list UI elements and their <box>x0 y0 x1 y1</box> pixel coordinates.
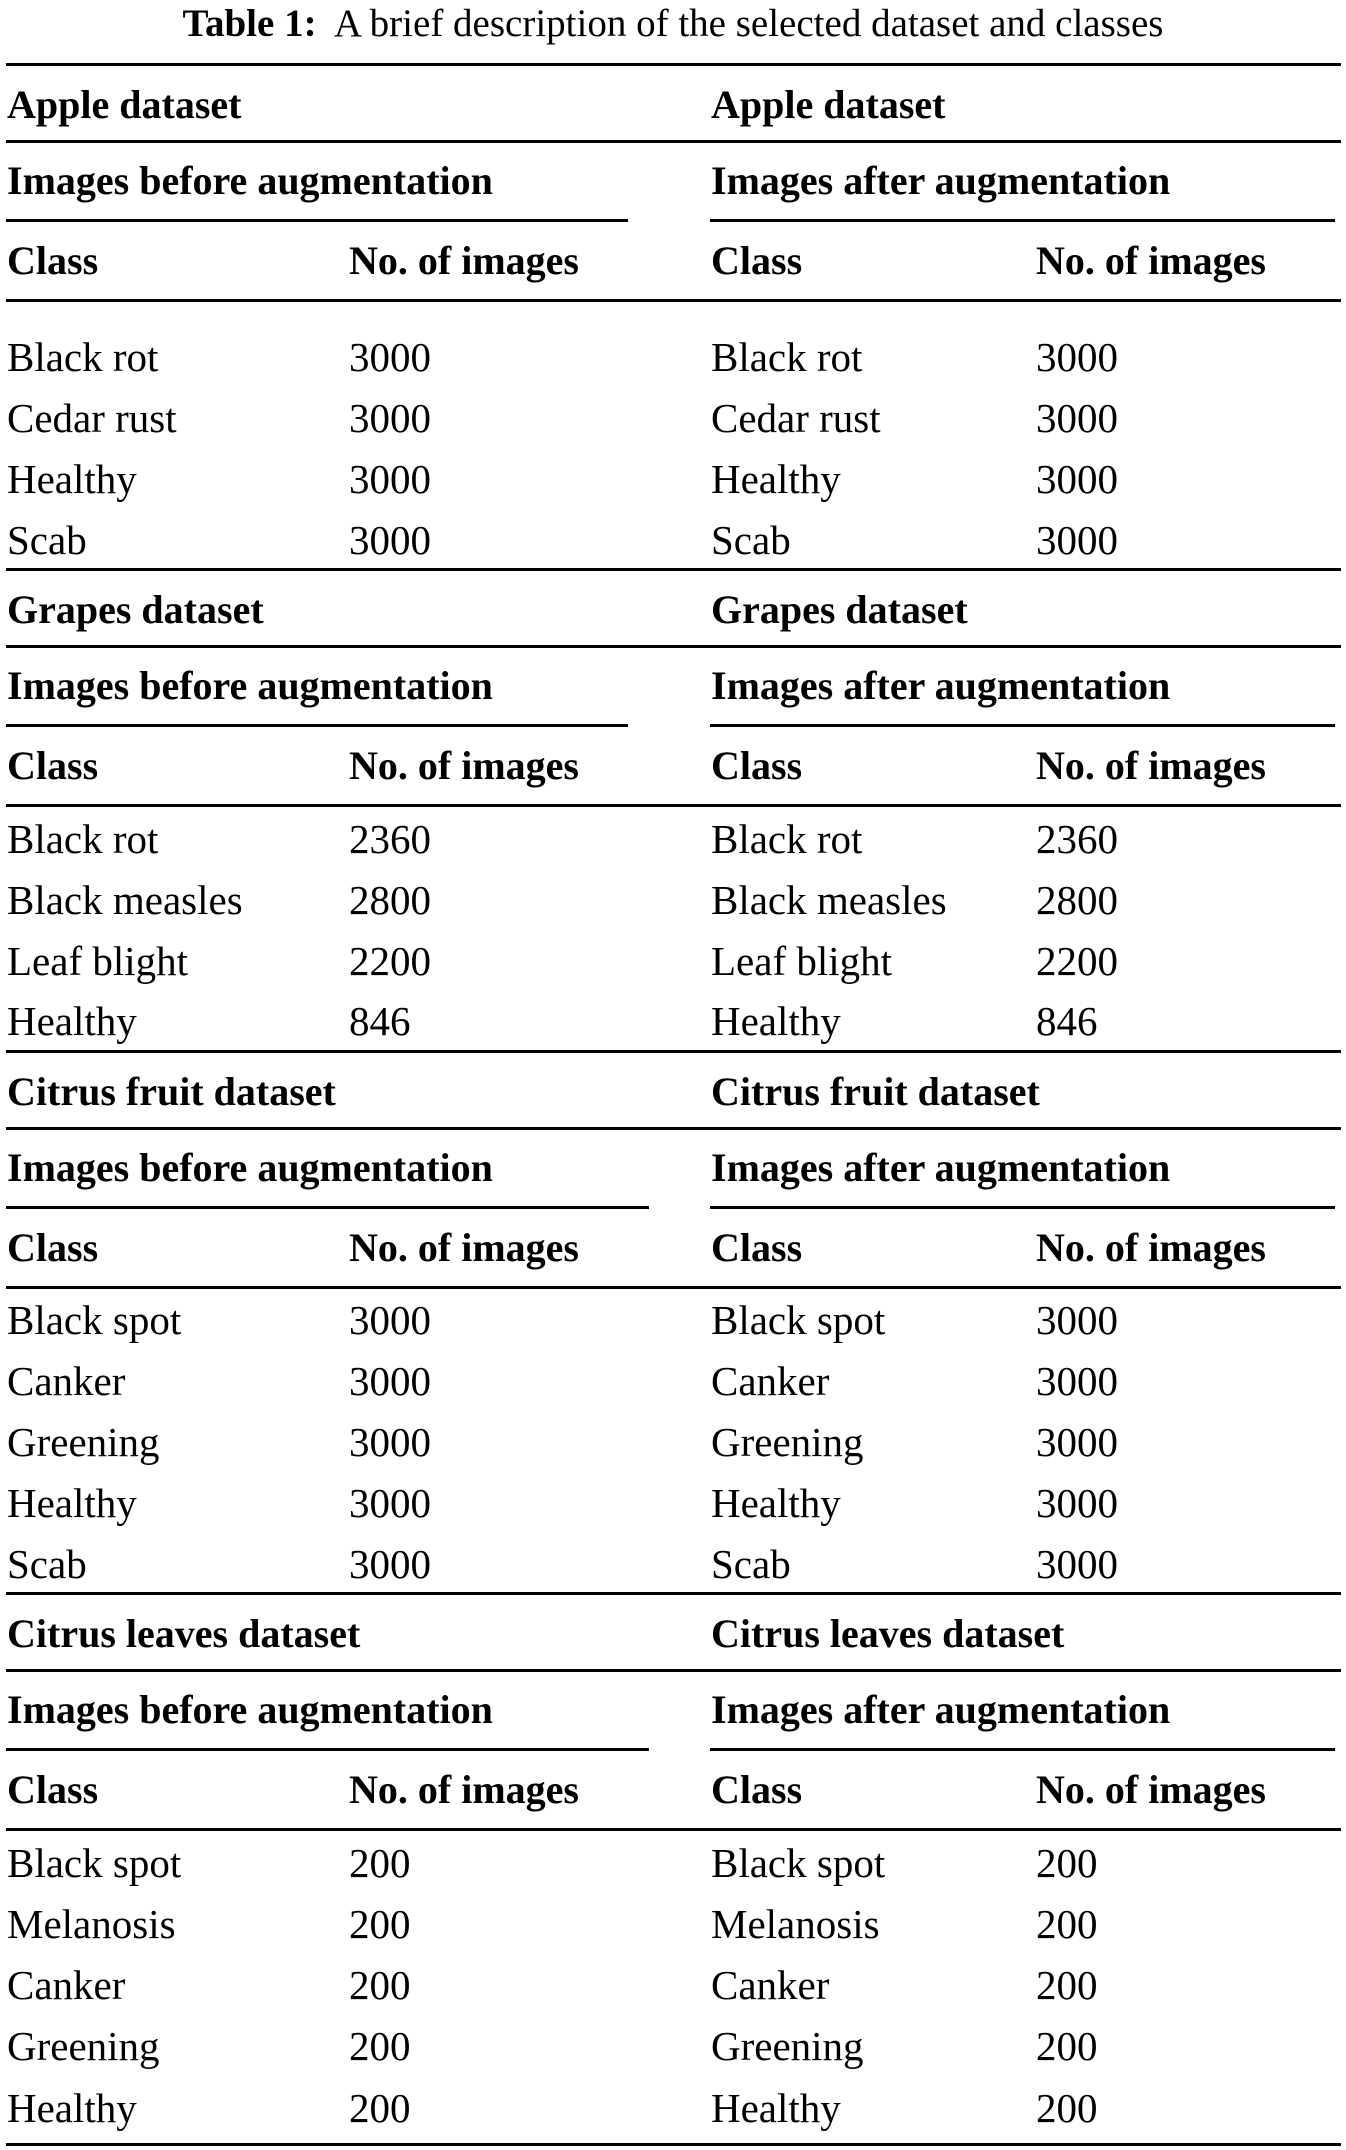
class-cell: Healthy <box>711 456 841 502</box>
count-cell: 3000 <box>1036 456 1118 502</box>
column-header-class: Class <box>7 238 99 283</box>
dataset-heading: Apple dataset <box>711 82 946 127</box>
class-cell: Healthy <box>711 2085 841 2131</box>
table-rule <box>6 1050 1341 1053</box>
after-partial-rule <box>710 1206 1335 1209</box>
class-cell: Black rot <box>711 334 863 380</box>
before-augmentation-heading: Images before augmentation <box>7 1687 493 1732</box>
column-header-class: Class <box>711 1767 803 1812</box>
dataset-heading: Apple dataset <box>7 82 242 127</box>
table-caption <box>0 4 1346 43</box>
before-augmentation-heading: Images before augmentation <box>7 663 493 708</box>
class-cell: Black spot <box>7 1840 182 1886</box>
count-cell: 2360 <box>349 816 431 862</box>
count-cell: 200 <box>1036 2085 1098 2131</box>
count-cell: 200 <box>349 1840 411 1886</box>
count-cell: 200 <box>1036 1962 1098 2008</box>
header-rule <box>6 1828 1341 1831</box>
class-cell: Black spot <box>7 1297 182 1343</box>
table-rule <box>6 1592 1341 1595</box>
column-header-count: No. of images <box>1036 1225 1266 1270</box>
dataset-rule <box>6 645 1341 648</box>
caption-label: Table 1: <box>182 2 317 45</box>
count-cell: 3000 <box>349 1419 431 1465</box>
header-rule <box>6 1286 1341 1289</box>
column-header-class: Class <box>711 238 803 283</box>
column-header-class: Class <box>7 1767 99 1812</box>
count-cell: 3000 <box>349 1480 431 1526</box>
class-cell: Black spot <box>711 1297 886 1343</box>
dataset-rule <box>6 140 1341 143</box>
count-cell: 3000 <box>1036 1419 1118 1465</box>
dataset-heading: Citrus fruit dataset <box>7 1069 336 1114</box>
before-partial-rule <box>6 1748 649 1751</box>
class-cell: Scab <box>711 517 791 563</box>
column-header-class: Class <box>711 743 803 788</box>
after-augmentation-heading: Images after augmentation <box>711 663 1171 708</box>
dataset-heading: Citrus fruit dataset <box>711 1069 1040 1114</box>
class-cell: Healthy <box>711 1480 841 1526</box>
dataset-heading: Grapes dataset <box>711 587 968 632</box>
count-cell: 200 <box>1036 1840 1098 1886</box>
count-cell: 3000 <box>349 456 431 502</box>
column-header-count: No. of images <box>349 238 579 283</box>
count-cell: 200 <box>349 1901 411 1947</box>
after-augmentation-heading: Images after augmentation <box>711 1687 1171 1732</box>
class-cell: Greening <box>7 2023 160 2069</box>
class-cell: Black rot <box>7 334 159 380</box>
count-cell: 3000 <box>1036 334 1118 380</box>
class-cell: Scab <box>7 1541 87 1587</box>
before-partial-rule <box>6 219 628 222</box>
column-header-class: Class <box>7 1225 99 1270</box>
dataset-heading: Grapes dataset <box>7 587 264 632</box>
table-rule <box>6 63 1341 66</box>
header-rule <box>6 804 1341 807</box>
count-cell: 3000 <box>1036 1358 1118 1404</box>
after-augmentation-heading: Images after augmentation <box>711 1145 1171 1190</box>
count-cell: 200 <box>349 2023 411 2069</box>
table-rule <box>6 568 1341 571</box>
column-header-class: Class <box>711 1225 803 1270</box>
class-cell: Greening <box>7 1419 160 1465</box>
count-cell: 3000 <box>349 395 431 441</box>
count-cell: 2800 <box>1036 877 1118 923</box>
column-header-count: No. of images <box>1036 743 1266 788</box>
dataset-heading: Citrus leaves dataset <box>7 1611 361 1656</box>
class-cell: Scab <box>711 1541 791 1587</box>
class-cell: Cedar rust <box>7 395 177 441</box>
dataset-heading: Citrus leaves dataset <box>711 1611 1065 1656</box>
class-cell: Healthy <box>711 998 841 1044</box>
dataset-rule <box>6 1127 1341 1130</box>
after-augmentation-heading: Images after augmentation <box>711 158 1171 203</box>
count-cell: 3000 <box>349 1541 431 1587</box>
class-cell: Black measles <box>7 877 243 923</box>
class-cell: Scab <box>7 517 87 563</box>
caption-text: A brief description of the selected dataset and classes <box>333 2 1164 45</box>
class-cell: Black rot <box>711 816 863 862</box>
count-cell: 200 <box>349 2085 411 2131</box>
class-cell: Leaf blight <box>711 938 893 984</box>
after-partial-rule <box>710 1748 1335 1751</box>
class-cell: Black rot <box>7 816 159 862</box>
class-cell: Healthy <box>7 1480 137 1526</box>
class-cell: Canker <box>711 1962 830 2008</box>
after-partial-rule <box>710 724 1335 727</box>
count-cell: 3000 <box>1036 1480 1118 1526</box>
count-cell: 2800 <box>349 877 431 923</box>
before-augmentation-heading: Images before augmentation <box>7 158 493 203</box>
count-cell: 2360 <box>1036 816 1118 862</box>
column-header-count: No. of images <box>349 1767 579 1812</box>
column-header-count: No. of images <box>349 743 579 788</box>
header-rule <box>6 299 1341 302</box>
class-cell: Healthy <box>7 2085 137 2131</box>
count-cell: 3000 <box>1036 1541 1118 1587</box>
after-partial-rule <box>710 219 1335 222</box>
count-cell: 3000 <box>349 517 431 563</box>
count-cell: 200 <box>349 1962 411 2008</box>
before-partial-rule <box>6 1206 649 1209</box>
bottom-rule <box>6 2143 1341 2146</box>
column-header-count: No. of images <box>1036 238 1266 283</box>
count-cell: 3000 <box>1036 1297 1118 1343</box>
class-cell: Greening <box>711 1419 864 1465</box>
class-cell: Healthy <box>7 456 137 502</box>
column-header-count: No. of images <box>349 1225 579 1270</box>
count-cell: 2200 <box>349 938 431 984</box>
class-cell: Black measles <box>711 877 947 923</box>
class-cell: Canker <box>7 1358 126 1404</box>
count-cell: 846 <box>1036 998 1098 1044</box>
count-cell: 2200 <box>1036 938 1118 984</box>
class-cell: Cedar rust <box>711 395 881 441</box>
count-cell: 200 <box>1036 1901 1098 1947</box>
class-cell: Melanosis <box>7 1901 176 1947</box>
class-cell: Greening <box>711 2023 864 2069</box>
class-cell: Leaf blight <box>7 938 189 984</box>
class-cell: Melanosis <box>711 1901 880 1947</box>
class-cell: Healthy <box>7 998 137 1044</box>
count-cell: 3000 <box>349 1358 431 1404</box>
count-cell: 200 <box>1036 2023 1098 2069</box>
count-cell: 846 <box>349 998 411 1044</box>
class-cell: Black spot <box>711 1840 886 1886</box>
count-cell: 3000 <box>349 1297 431 1343</box>
before-partial-rule <box>6 724 628 727</box>
count-cell: 3000 <box>1036 517 1118 563</box>
class-cell: Canker <box>7 1962 126 2008</box>
column-header-count: No. of images <box>1036 1767 1266 1812</box>
dataset-rule <box>6 1669 1341 1672</box>
before-augmentation-heading: Images before augmentation <box>7 1145 493 1190</box>
class-cell: Canker <box>711 1358 830 1404</box>
count-cell: 3000 <box>1036 395 1118 441</box>
count-cell: 3000 <box>349 334 431 380</box>
column-header-class: Class <box>7 743 99 788</box>
